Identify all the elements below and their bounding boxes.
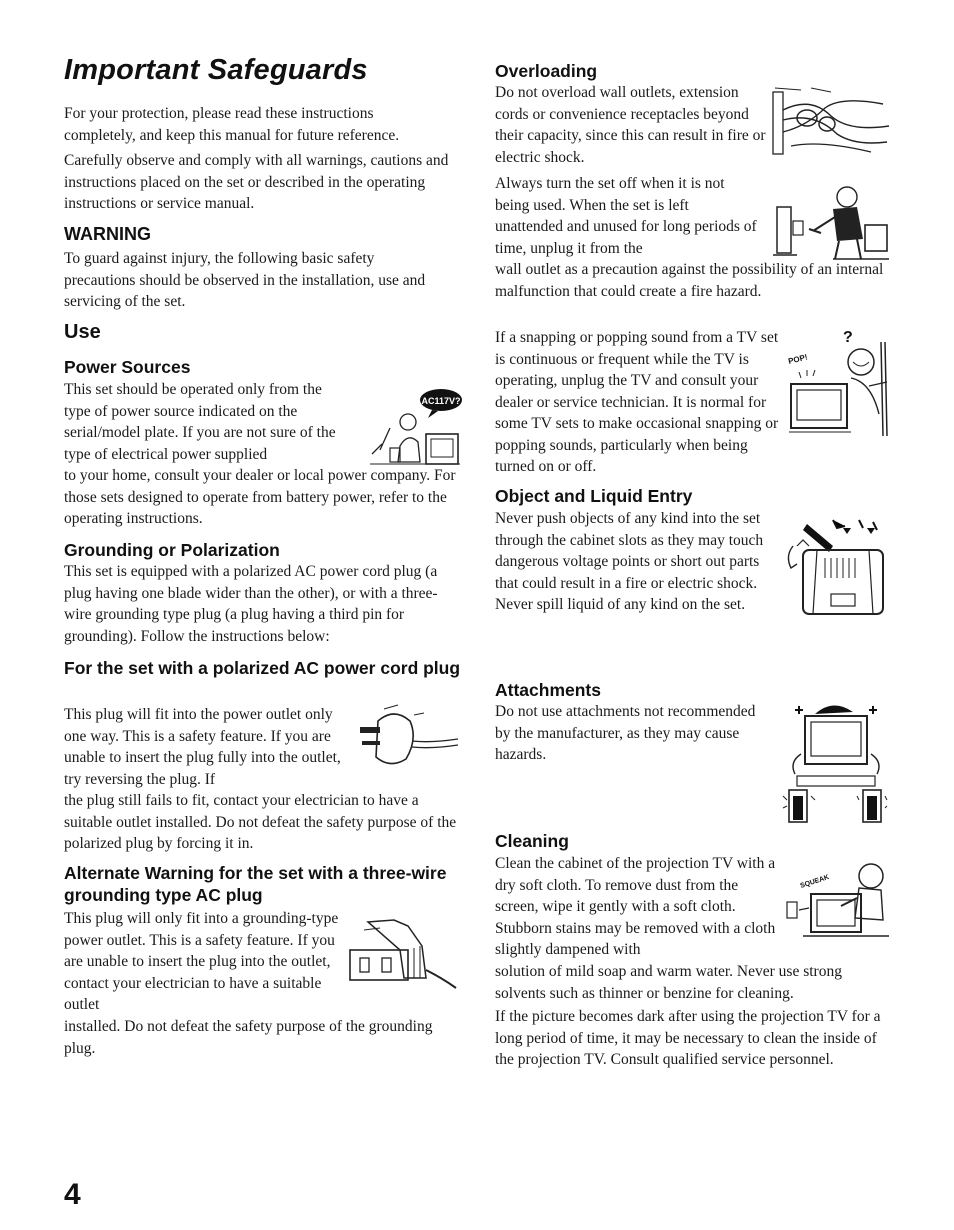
warning-text: To guard against injury, the following basic safety precautions should be observed in the installation, use and servicing of the set.: [64, 250, 426, 310]
snapping-text: If a snapping or popping sound from a TV set is continuous or frequent while the TV is operating, unplug the TV and consult your dealer or service technician. It is normal for some TV sets to make occasional snapping or popping sounds, particularly when being turned on or off.: [495, 329, 779, 475]
snapping-illustration: [787, 326, 893, 440]
page-number: 4: [64, 1178, 81, 1211]
polarized-heading: For the set with a polarized AC power cord plug: [64, 658, 461, 678]
alternate-text-1: This plug will only fit into a grounding-type power outlet. This is a safety feature. If you are unable to insert the plug into the outlet, contact your electrician to have a suitable outlet: [64, 910, 339, 1013]
object-liquid-heading: Object and Liquid Entry: [495, 486, 693, 506]
grounding-text: This set is equipped with a polarized AC power cord plug (a plug having one blade wider than the other), or with a three-wire grounding type plug (a plug having a third pin for grounding). Follow the instructions below:: [64, 563, 438, 645]
unplug-text-2: wall outlet as a precaution against the possibility of an internal malfunction that could create a fire hazard.: [495, 261, 884, 300]
warning-heading: WARNING: [64, 224, 151, 244]
grounding-heading: Grounding or Polarization: [64, 540, 280, 560]
power-sources-text-2: to your home, consult your dealer or local power company. For those sets designed to operate from battery power, refer to the operating instructions.: [64, 467, 456, 527]
overloading-text: Do not overload wall outlets, extension cords or convenience receptacles beyond their capacity, since this can result in fire or electric shock.: [495, 84, 766, 166]
power-sources-heading: Power Sources: [64, 357, 191, 377]
intro-paragraph-1: For your protection, please read these instructions completely, and keep this manual for future reference.: [64, 105, 400, 144]
unplug-illustration: [773, 183, 891, 261]
object-entry-illustration: [777, 516, 893, 620]
power-source-bubble-label: AC117V?: [421, 396, 461, 406]
page-title: Important Safeguards: [64, 54, 368, 86]
use-heading: Use: [64, 321, 101, 343]
overloading-illustration: [771, 86, 891, 160]
cleaning-text-3: If the picture becomes dark after using the projection TV for a long period of time, it may be necessary to clean the inside of the projection TV. Consult qualified service personnel.: [495, 1008, 881, 1068]
object-liquid-text: Never push objects of any kind into the set through the cabinet slots as they may touch dangerous voltage points or short out parts that could result in a fire or electric shock. Never spill liquid of any kind on the set.: [495, 510, 764, 613]
cleaning-heading: Cleaning: [495, 831, 569, 851]
attachments-heading: Attachments: [495, 680, 601, 700]
power-source-illustration: [340, 384, 464, 468]
attachments-illustration: [781, 696, 889, 826]
question-mark-icon: ?: [843, 329, 853, 346]
polarized-plug-illustration: [354, 703, 458, 775]
grounding-plug-illustration: [346, 916, 458, 994]
unplug-text-1: Always turn the set off when it is not being used. When the set is left unattended and unused for long periods of time, unplug it from the: [495, 175, 757, 257]
power-sources-text-1: This set should be operated only from the type of power source indicated on the serial/model plate. If you are not sure of the type of electrical power supplied: [64, 381, 336, 463]
cleaning-illustration: [785, 858, 891, 942]
polarized-text-1: This plug will fit into the power outlet only one way. This is a safety feature. If you are unable to insert the plug fully into the outlet, try reversing the plug. If: [64, 706, 341, 788]
polarized-text-2: the plug still fails to fit, contact your electrician to have a suitable outlet installed. Do not defeat the safety purpose of the polarized plug by forcing it in.: [64, 792, 457, 852]
cleaning-text-2: solution of mild soap and warm water. Never use strong solvents such as thinner or benzine for cleaning.: [495, 963, 842, 1002]
alternate-text-2: installed. Do not defeat the safety purpose of the grounding plug.: [64, 1018, 433, 1057]
alternate-heading: Alternate Warning for the set with a three-wire grounding type AC plug: [64, 863, 447, 905]
intro-paragraph-2: Carefully observe and comply with all warnings, cautions and instructions placed on the set or described in the operating instructions or service manual.: [64, 152, 449, 212]
attachments-text: Do not use attachments not recommended by the manufacturer, as they may cause hazards.: [495, 703, 756, 763]
overloading-heading: Overloading: [495, 61, 598, 81]
cleaning-text-1: Clean the cabinet of the projection TV with a dry soft cloth. To remove dust from the screen, wipe it gently with a soft cloth. Stubborn stains may be removed with a cloth slightly dampened with: [495, 855, 776, 958]
pop-sound-label: POP!: [787, 352, 809, 366]
squeak-sound-label: SQUEAK: [799, 873, 831, 890]
